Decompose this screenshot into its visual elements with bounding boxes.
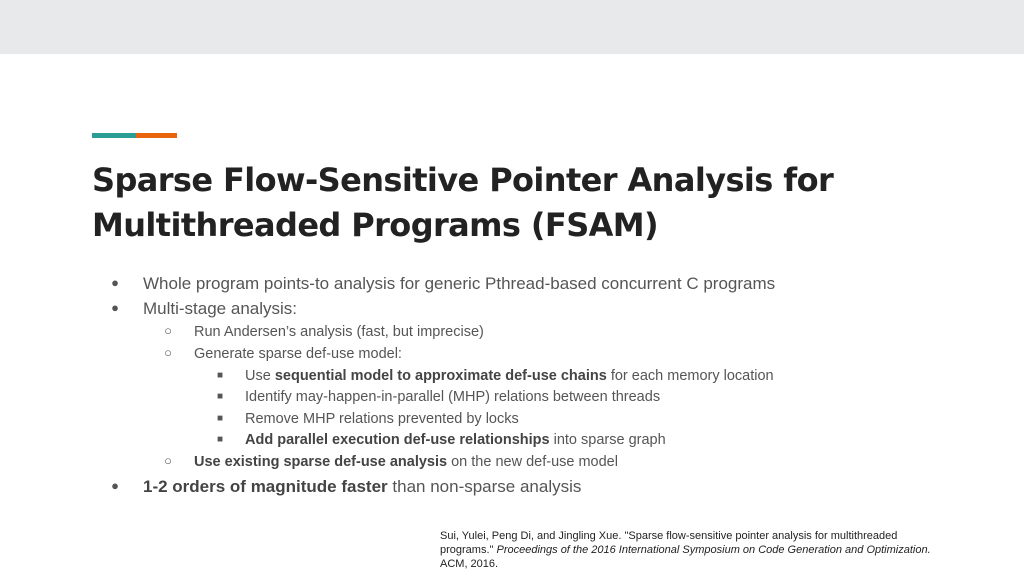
- square-bullet-marker: ■: [216, 413, 224, 424]
- bullet-marker: ●: [111, 478, 119, 493]
- sub-sub-bullet-item: [216, 368, 774, 384]
- square-bullet-marker: ■: [216, 434, 224, 445]
- sub-sub-bullet-item: [216, 411, 519, 427]
- sub-bullet-item: [164, 323, 484, 340]
- bullet-text: Use: [245, 368, 275, 384]
- bullet-text: Whole program points-to analysis for generic Pthread-based concurrent C programs: [143, 274, 776, 293]
- sub-sub-bullet-item: [216, 432, 666, 448]
- bullet-marker: ●: [111, 300, 119, 315]
- slide-title-line-1: Sparse Flow-Sensitive Pointer Analysis for: [92, 161, 834, 199]
- bullet-text: for each memory location: [606, 368, 774, 384]
- bullet-text: into sparse graph: [549, 432, 666, 448]
- slide-title-line-2: Multithreaded Programs (FSAM): [92, 206, 659, 244]
- bullet-text: on the new def-use model: [447, 454, 618, 470]
- bullet-text-bold: sequential model to approximate def-use chains: [274, 368, 607, 384]
- bullet-text-bold: Use existing sparse def-use analysis: [194, 454, 448, 470]
- bullet-text: Multi-stage analysis:: [143, 299, 298, 318]
- bullet-text: Run Andersen’s analysis (fast, but imprecise): [194, 324, 484, 340]
- sub-bullet-item: [164, 453, 618, 470]
- citation-line-3: ACM, 2016.: [440, 558, 499, 570]
- bullet-item: [111, 299, 298, 319]
- citation-line-2: [440, 543, 1000, 557]
- square-bullet-marker: ■: [216, 370, 224, 381]
- bullet-text: than non-sparse analysis: [387, 477, 582, 496]
- sub-bullet-marker: ○: [164, 323, 172, 338]
- bullet-text-bold: Add parallel execution def-use relationships: [245, 432, 550, 448]
- bullet-text-bold: 1-2 orders of magnitude faster: [143, 477, 388, 496]
- sub-bullet-marker: ○: [164, 345, 172, 360]
- bullet-text: Identify may-happen-in-parallel (MHP) relations between threads: [245, 389, 661, 405]
- bullet-marker: ●: [111, 275, 119, 290]
- citation-text: programs.": [440, 544, 497, 556]
- bullet-item: [111, 274, 776, 294]
- bullet-item: [111, 477, 582, 497]
- bullet-text: Generate sparse def-use model:: [194, 346, 402, 362]
- citation-line-1: Sui, Yulei, Peng Di, and Jingling Xue. "Sparse flow-sensitive pointer analysis for multithreaded: [440, 530, 898, 542]
- citation-venue: Proceedings of the 2016 International Symposium on Code Generation and Optimization.: [496, 544, 931, 556]
- sub-sub-bullet-item: [216, 389, 661, 405]
- sub-bullet-marker: ○: [164, 453, 172, 468]
- square-bullet-marker: ■: [216, 391, 224, 402]
- bullet-text: Remove MHP relations prevented by locks: [245, 411, 519, 427]
- citation: [440, 529, 1000, 571]
- sub-bullet-item: [164, 345, 402, 362]
